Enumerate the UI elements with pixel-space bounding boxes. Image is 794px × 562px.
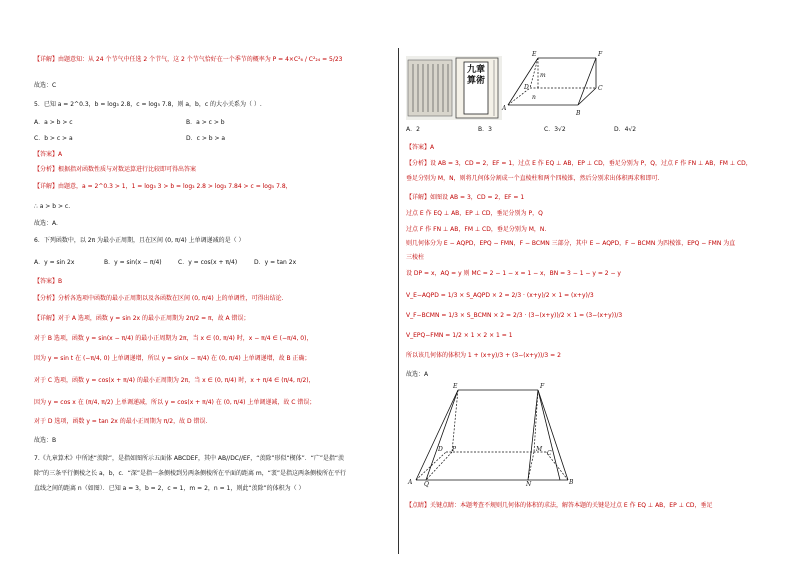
fig2-label-F: F bbox=[540, 383, 545, 390]
fig2-label-P: P bbox=[452, 446, 457, 453]
book-photo bbox=[406, 56, 502, 120]
column-divider bbox=[398, 48, 399, 554]
q4-choice: 故选：C bbox=[34, 82, 57, 89]
q6-option-a: A．y = sin 2x bbox=[34, 259, 75, 266]
q7-detail-4: 则几何体分为 E − AQPD，EPQ − FMN，F − BCMN 三部分，其中 E − AQPD，F − BCMN 为四棱锥，EPQ − FMN 为直 bbox=[406, 240, 736, 247]
q7-detail-6: 设 DP = x，AQ = y 则 MC = 2 − 1 − x = 1 − x，BN = 3 − 1 − y = 2 − y bbox=[406, 270, 621, 277]
q6-answer: 【答案】B bbox=[34, 278, 63, 285]
q5-option-c: C．b > c > a bbox=[34, 135, 73, 142]
q6-analysis: 【分析】分析各选项中函数的最小正周期以及各函数在区间 (0, π/4) 上的单调性，可得出结论. bbox=[34, 295, 284, 302]
fig2-label-M: M bbox=[536, 446, 543, 453]
q6-detail-6: 对于 D 选项，函数 y = tan 2x 的最小正周期为 π/2，故 D 错误. bbox=[34, 418, 208, 425]
label-B: B bbox=[576, 110, 581, 117]
q6-option-b: B．y = sin(x − π/4) bbox=[104, 259, 162, 266]
q7-analysis-2: 垂足分别为 M，N，则将几何体分割成一个直棱柱和两个四棱锥，然后分别求出体积再求和即可. bbox=[406, 175, 660, 182]
q5-option-d: D．c > b > a bbox=[186, 135, 226, 142]
q7-stem-line-2: 除”的三条平行侧棱之长 a，b，c．“深”是指一条侧棱到另两条侧棱所在平面的距离 m，“袤”是指这两条侧棱所在平行 bbox=[34, 470, 346, 477]
q5-stem: 5．已知 a = 2^0.3，b = log₃ 2.8，c = log₅ 7.8，则 a，b，c 的大小关系为（ ）. bbox=[34, 101, 262, 108]
q5-conclusion: ∴ a > b > c. bbox=[34, 203, 71, 210]
fig2-label-B: B bbox=[569, 479, 574, 486]
q6-detail-3: 因为 y = sin t 在 (−π/4, 0) 上单调递增，所以 y = sin(x − π/4) 在 (0, π/4) 上单调递增，故 B 正确； bbox=[34, 355, 311, 362]
q6-choice: 故选：B bbox=[34, 437, 57, 444]
q7-stem-line-1: 7.《九章算术》中所述“羡除”，是指如图所示五面体 ABCDEF，其中 AB//DC//EF，“羡除”形似“楔体”．“广”是指“羡 bbox=[34, 455, 345, 462]
fig2-label-C: C bbox=[547, 450, 552, 457]
q5-detail: 【详解】由题意，a = 2^0.3 > 1，1 = log₃ 3 > b = log₃ 2.8 > log₃ 7.84 > c = log₅ 7.8， bbox=[34, 183, 292, 190]
q6-stem: 6．下列函数中，以 2π 为最小正周期，且在区间 (0, π/4) 上单调递减的是（ ） bbox=[34, 237, 245, 244]
fig2-label-A: A bbox=[408, 479, 413, 486]
q7-detail-2: 过点 E 作 EQ ⊥ AB，EP ⊥ CD，垂足分别为 P，Q bbox=[406, 210, 543, 217]
q7-stem-line-3: 直线之间的距离 n（如图）．已知 a = 3，b = 2，c = 1，m = 2，n = 1，则此“羡除”的体积为（ ） bbox=[34, 485, 305, 492]
q7-option-d: D．4√2 bbox=[614, 126, 637, 133]
label-n: n bbox=[532, 94, 536, 101]
label-m: m bbox=[540, 72, 546, 79]
q5-option-b: B．a > c > b bbox=[186, 119, 225, 126]
q7-option-b: B．3 bbox=[478, 126, 492, 133]
fig2-label-Q: Q bbox=[424, 481, 429, 488]
q5-option-a: A．a > b > c bbox=[34, 119, 73, 126]
label-D: D bbox=[524, 84, 529, 91]
pentahedron-figure bbox=[500, 50, 612, 122]
fig2-label-D: D bbox=[438, 446, 443, 453]
q7-detail-1: 【详解】如图设 AB = 3，CD = 2，EF = 1 bbox=[406, 194, 525, 201]
q7-choice: 故选：A bbox=[406, 371, 429, 378]
q5-analysis: 【分析】根据指对函数性质与对数运算进行比较即可得出答案 bbox=[34, 166, 197, 173]
q6-detail-5: 因为 y = cos x 在 (π/4, π/2) 上单调递减，所以 y = cos(x + π/4) 在 (0, π/4) 上单调递减，故 C 错误； bbox=[34, 399, 316, 406]
label-E: E bbox=[532, 51, 537, 58]
decomposition-figure bbox=[404, 382, 578, 490]
q7-volume-3: V_EPQ−FMN = 1/2 × 1 × 2 × 1 = 1 bbox=[406, 332, 513, 339]
q6-detail-1: 【详解】对于 A 选项，函数 y = sin 2x 的最小正周期为 2π/2 = π，故 A 错误； bbox=[34, 315, 250, 322]
q5-answer: 【答案】A bbox=[34, 151, 63, 158]
label-F: F bbox=[598, 51, 603, 58]
q5-choice: 故选：A. bbox=[34, 220, 58, 227]
q7-volume-2: V_F−BCMN = 1/3 × S_BCMN × 2 = 2/3 · (3−(x+y))/2 × 1 = (3−(x+y))/3 bbox=[406, 312, 623, 319]
q6-option-d: D．y = tan 2x bbox=[254, 259, 297, 266]
q7-option-c: C．3√2 bbox=[544, 126, 566, 133]
q7-answer: 【答案】A bbox=[406, 144, 435, 151]
q7-key-point: 【点睛】关键点睛：本题考查不规则几何体的体积的求法，解答本题的关键是过点 E 作 EQ ⊥ AB，EP ⊥ CD，垂足 bbox=[406, 502, 713, 509]
label-A: A bbox=[502, 105, 507, 112]
q7-option-a: A．2 bbox=[406, 126, 420, 133]
q6-detail-2: 对于 B 选项，函数 y = sin(x − π/4) 的最小正周期为 2π，当 x ∈ (0, π/4) 时，x − π/4 ∈ (−π/4, 0)， bbox=[34, 335, 313, 342]
q7-detail-3: 过点 F 作 FN ⊥ AB，FM ⊥ CD，垂足分别为 M，N. bbox=[406, 226, 547, 233]
q6-option-c: C．y = cos(x + π/4) bbox=[178, 259, 238, 266]
q6-detail-4: 对于 C 选项，函数 y = cos(x + π/4) 的最小正周期为 2π，当 x ∈ (0, π/4) 时，x + π/4 ∈ (π/4, π/2)， bbox=[34, 377, 315, 384]
q7-volume-1: V_E−AQPD = 1/3 × S_AQPD × 2 = 2/3 · (x+y)/2 × 1 = (x+y)/3 bbox=[406, 292, 594, 299]
fig2-label-E: E bbox=[453, 383, 458, 390]
label-C: C bbox=[598, 85, 603, 92]
q7-analysis-1: 【分析】设 AB = 3，CD = 2，EF = 1，过点 E 作 EQ ⊥ AB，EP ⊥ CD，垂足分别为 P，Q，过点 F 作 FN ⊥ AB，FM ⊥ CD， bbox=[406, 160, 752, 167]
fig2-label-N: N bbox=[526, 481, 532, 488]
q4-detail: 【详解】由题意知：从 24 个节气中任选 2 个节气，这 2 个节气恰好在一个季节的概率为 P = 4×C²₆ / C²₂₄ = 5/23 bbox=[34, 56, 343, 63]
q7-total-volume: 所以该几何体的体积为 1 + (x+y)/3 + (3−(x+y))/3 = 2 bbox=[406, 352, 561, 359]
q7-detail-5: 三棱柱 bbox=[406, 254, 425, 261]
book-title: 九章算術 bbox=[466, 65, 485, 86]
